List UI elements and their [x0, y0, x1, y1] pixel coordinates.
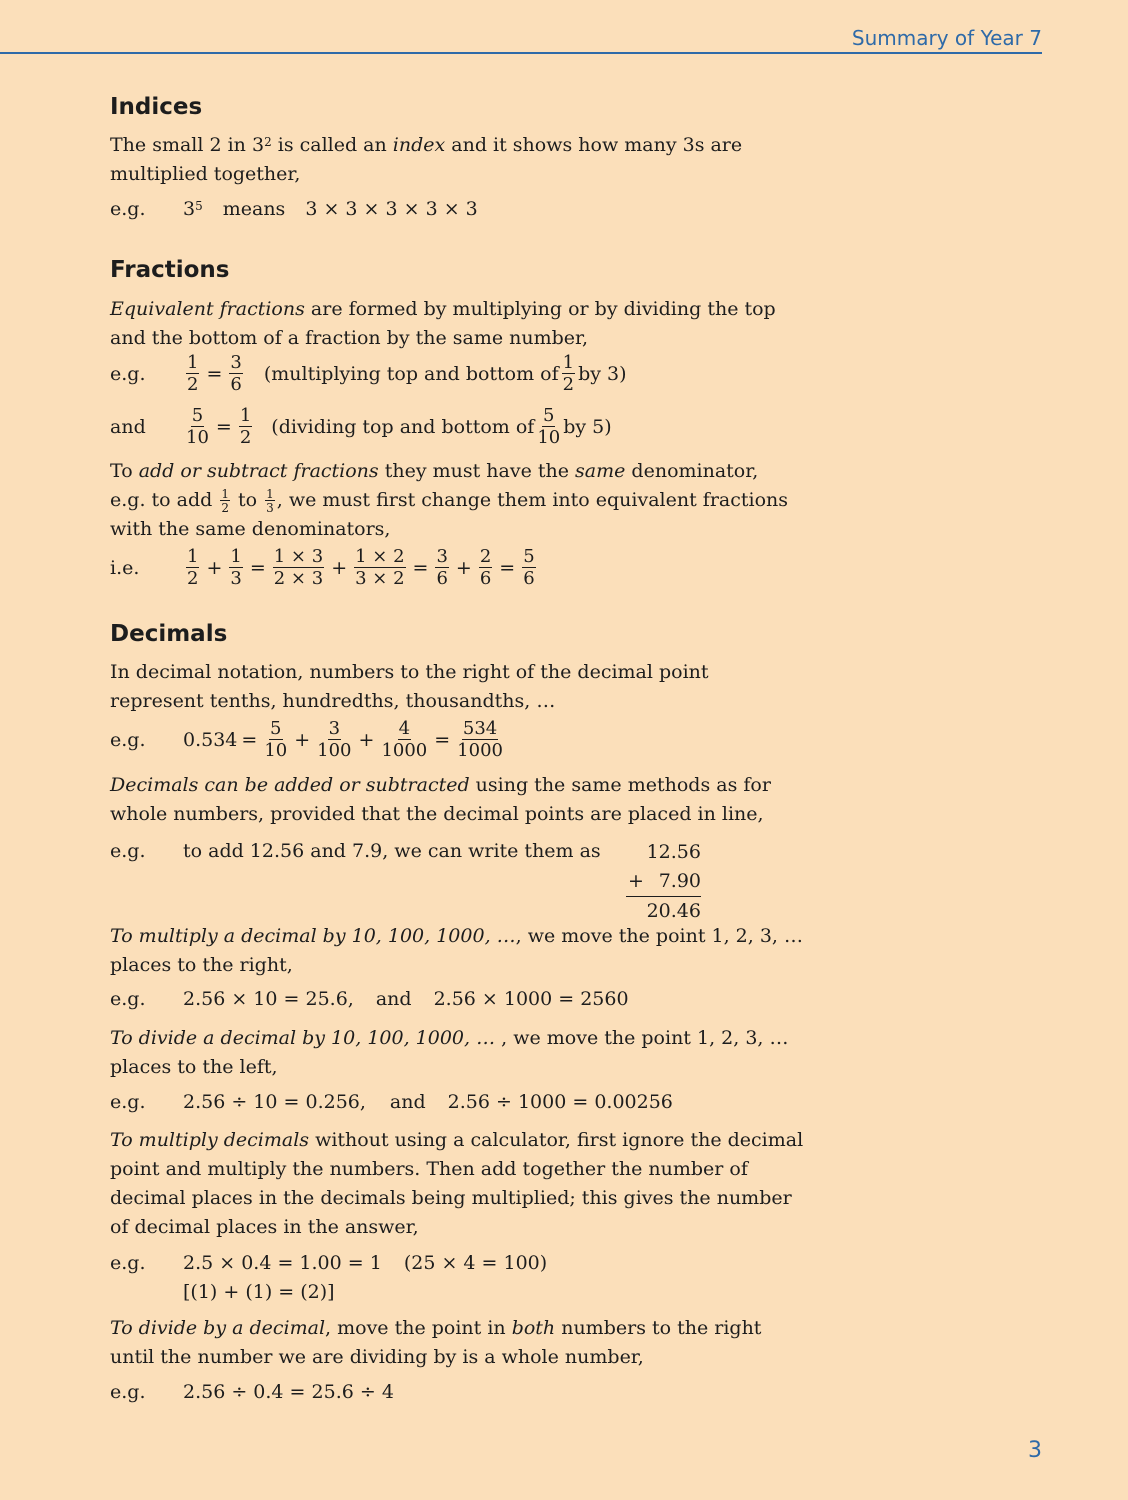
fraction: $\frac{1 \times 2}{3 \times 2}$ [355, 546, 405, 589]
decimals-paragraph-2: Decimals can be added or subtracted using the same methods as for whole numbers, provided that the decimal points are placed in line, [110, 774, 771, 825]
decimals-example-1: e.g. 0.534 = $\frac{5}{10}$ + $\frac{3}{100}$ + $\frac{4}{1000}$ = $\frac{534}{1000}$ [110, 718, 503, 761]
decimals-example-4: e.g. 2.56 ÷ 10 = 0.256, and 2.56 ÷ 1000 = 0.00256 [110, 1091, 673, 1113]
fraction: $\frac{1}{2}$ [187, 352, 199, 395]
header-rule [0, 52, 1042, 54]
fraction: $\frac{5}{10}$ [186, 405, 209, 448]
decimals-paragraph-3: To multiply a decimal by 10, 100, 1000, …, we move the point 1, 2, 3, … places to the right, [110, 925, 804, 976]
fractions-paragraph-2: To add or subtract fractions they must have the same denominator, e.g. to add $\frac{1}{2}$ to $\frac{1}{3}$ , we must first change them into equivalent fractions with the same denominators, [110, 460, 789, 540]
decimals-paragraph-1: In decimal notation, numbers to the right of the decimal point represent tenths, hundredths, thousandths, … [110, 661, 709, 712]
decimals-example-3: e.g. 2.56 × 10 = 25.6, and 2.56 × 1000 = 2560 [110, 988, 629, 1010]
decimals-paragraph-4: To divide a decimal by 10, 100, 1000, … , we move the point 1, 2, 3, … places to the left, [110, 1027, 789, 1078]
fraction: $\frac{1}{2}$ [239, 405, 252, 448]
column-addition: 12.56 7.90 20.46 [626, 838, 701, 926]
fraction: 5 10 [537, 405, 561, 448]
indices-paragraph [110, 131, 742, 189]
indices-line-1: The small 2 in $3^2$ is called an index and it shows how many 3s are [110, 134, 743, 156]
page-number: 3 [1028, 1438, 1042, 1463]
indices-example: e.g. 3 $^5$ means 3 × 3 × 3 × 3 × 3 [110, 198, 478, 220]
section-heading-fractions: Fractions [110, 257, 230, 283]
decimals-paragraph-6: To divide by a decimal, move the point in both numbers to the right until the number we are dividing by is a whole number, [110, 1317, 762, 1368]
fraction: $\frac{4}{1000}$ [381, 718, 428, 761]
decimals-example-6: e.g. 2.56 ÷ 0.4 = 25.6 ÷ 4 [110, 1381, 394, 1403]
fraction: $\frac{2}{6}$ [479, 546, 492, 589]
fraction: $\frac{3}{6}$ [436, 546, 448, 589]
fraction: 1 2 [187, 546, 199, 589]
indices-line-2: multiplied together, [110, 163, 301, 185]
decimals-paragraph-5: To multiply decimals without using a calculator, first ignore the decimal point and multiply the numbers. Then add together the number of decimal places in the decimals being multiplied; this gives the number of decimal places in the answer, [110, 1129, 804, 1238]
fraction: $\frac{3}{100}$ [317, 718, 352, 761]
fractions-example-1: e.g. $\frac{1}{2}$ = $\frac{3}{6}$ (multiplying top and bottom of 1 2 by 3) [110, 352, 627, 395]
fraction: $\frac{1 \times 3}{2 \times 3}$ [273, 546, 324, 589]
fraction: $\frac{534}{1000}$ [457, 718, 503, 761]
fraction: 1 2 [562, 352, 575, 395]
fractions-example-3: i.e. 1 2 + $\frac{1}{3}$ = $\frac{1 \times 3}{2 \times 3}$ + $\frac{1 \times 2}{3 \times 2}$ = $\frac{3}{6}$ + $\frac{2}{6}$ = $\frac{5}{6}$ [110, 546, 535, 589]
section-heading-decimals: Decimals [110, 621, 228, 647]
fraction: $\frac{1}{3}$ [230, 546, 242, 589]
running-header: Summary of Year 7 [851, 26, 1042, 50]
fraction: $\frac{5}{6}$ [523, 546, 535, 589]
fraction: $\frac{3}{6}$ [230, 352, 242, 395]
addition-plus-sign: + [628, 870, 644, 892]
fraction: $\frac{5}{10}$ [264, 718, 288, 761]
decimals-example-5: e.g. 2.5 × 0.4 = 1.00 = 1 (25 × 4 = 100) [(1) + (1) = (2)] [110, 1252, 548, 1303]
fractions-paragraph-1: Equivalent fractions are formed by multiplying or by dividing the top and the bottom of a fraction by the same number, [110, 298, 776, 349]
fractions-example-2: and $\frac{5}{10}$ = $\frac{1}{2}$ (dividing top and bottom of 5 10 by 5) [110, 405, 612, 448]
section-heading-indices: Indices [110, 94, 203, 120]
decimals-example-2: e.g. to add 12.56 and 7.9, we can write them as [110, 840, 601, 862]
